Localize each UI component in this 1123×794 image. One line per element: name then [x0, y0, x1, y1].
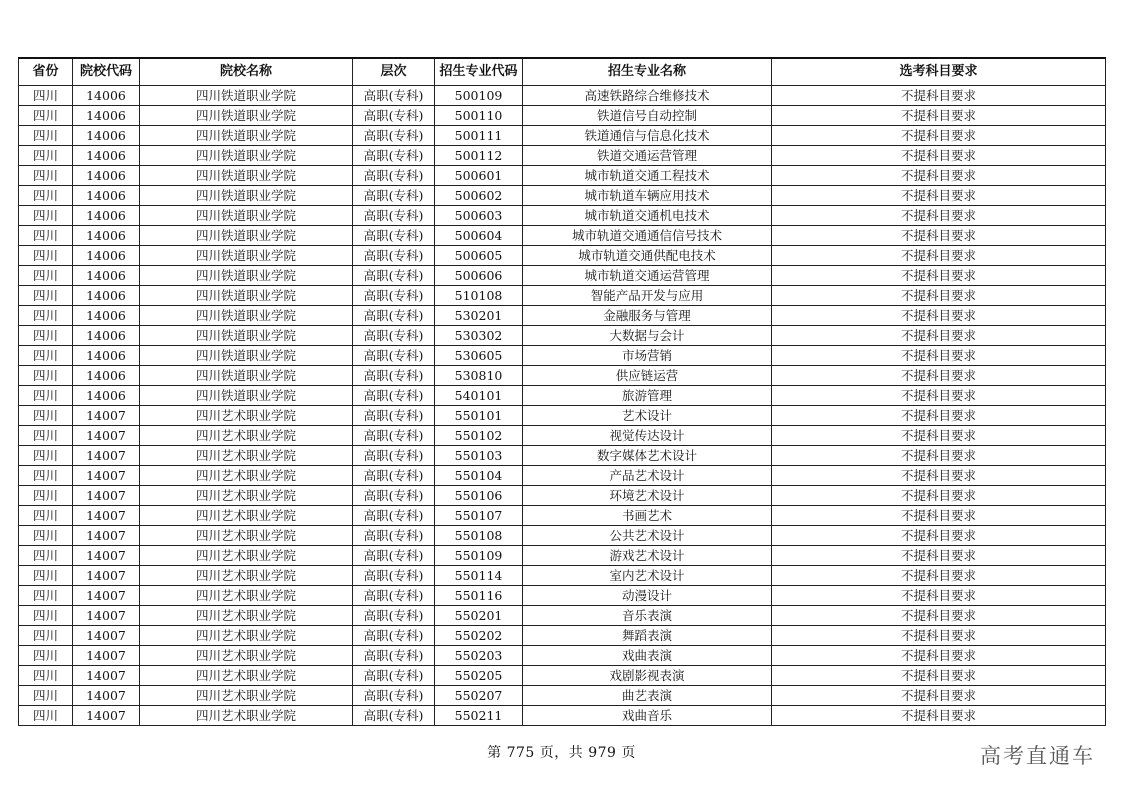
cell-province: 四川	[19, 186, 73, 206]
cell-major-name: 旅游管理	[523, 386, 772, 406]
cell-level: 高职(专科)	[353, 566, 435, 586]
cell-major-code: 500110	[435, 106, 523, 126]
cell-subject-requirement: 不提科目要求	[772, 166, 1106, 186]
cell-school-name: 四川艺术职业学院	[140, 526, 353, 546]
cell-subject-requirement: 不提科目要求	[772, 606, 1106, 626]
cell-province: 四川	[19, 286, 73, 306]
cell-major-code: 550211	[435, 706, 523, 726]
table-row	[19, 606, 1106, 626]
cell-subject-requirement: 不提科目要求	[772, 506, 1106, 526]
table-row	[19, 306, 1106, 326]
cell-school-code: 14006	[73, 346, 140, 366]
cell-major-name: 艺术设计	[523, 406, 772, 426]
table-row	[19, 326, 1106, 346]
column-header-subject-requirement: 选考科目要求	[772, 58, 1106, 86]
cell-major-code: 550205	[435, 666, 523, 686]
cell-level: 高职(专科)	[353, 606, 435, 626]
table-row	[19, 666, 1106, 686]
cell-major-code: 550106	[435, 486, 523, 506]
cell-school-code: 14006	[73, 186, 140, 206]
cell-school-code: 14006	[73, 86, 140, 106]
cell-school-code: 14006	[73, 246, 140, 266]
table-row	[19, 646, 1106, 666]
cell-school-name: 四川铁道职业学院	[140, 226, 353, 246]
table-row	[19, 466, 1106, 486]
cell-major-name: 供应链运营	[523, 366, 772, 386]
cell-level: 高职(专科)	[353, 266, 435, 286]
cell-major-code: 550201	[435, 606, 523, 626]
cell-subject-requirement: 不提科目要求	[772, 106, 1106, 126]
cell-level: 高职(专科)	[353, 86, 435, 106]
cell-subject-requirement: 不提科目要求	[772, 466, 1106, 486]
cell-province: 四川	[19, 406, 73, 426]
table-row	[19, 546, 1106, 566]
cell-school-code: 14007	[73, 446, 140, 466]
cell-major-name: 视觉传达设计	[523, 426, 772, 446]
cell-school-code: 14006	[73, 306, 140, 326]
cell-school-name: 四川艺术职业学院	[140, 566, 353, 586]
cell-level: 高职(专科)	[353, 526, 435, 546]
cell-school-name: 四川艺术职业学院	[140, 666, 353, 686]
cell-level: 高职(专科)	[353, 646, 435, 666]
cell-subject-requirement: 不提科目要求	[772, 686, 1106, 706]
cell-school-name: 四川艺术职业学院	[140, 706, 353, 726]
cell-province: 四川	[19, 426, 73, 446]
cell-school-name: 四川艺术职业学院	[140, 626, 353, 646]
cell-subject-requirement: 不提科目要求	[772, 226, 1106, 246]
cell-province: 四川	[19, 586, 73, 606]
cell-province: 四川	[19, 246, 73, 266]
table-row	[19, 446, 1106, 466]
table-header-row	[19, 58, 1106, 86]
cell-school-name: 四川艺术职业学院	[140, 486, 353, 506]
cell-school-name: 四川艺术职业学院	[140, 426, 353, 446]
table-row	[19, 86, 1106, 106]
table-row	[19, 146, 1106, 166]
cell-subject-requirement: 不提科目要求	[772, 306, 1106, 326]
cell-school-code: 14006	[73, 206, 140, 226]
cell-school-name: 四川艺术职业学院	[140, 546, 353, 566]
cell-level: 高职(专科)	[353, 466, 435, 486]
cell-school-code: 14007	[73, 486, 140, 506]
column-header-school-name: 院校名称	[140, 58, 353, 86]
cell-subject-requirement: 不提科目要求	[772, 526, 1106, 546]
table-row	[19, 126, 1106, 146]
cell-school-code: 14007	[73, 606, 140, 626]
cell-major-name: 室内艺术设计	[523, 566, 772, 586]
cell-subject-requirement: 不提科目要求	[772, 566, 1106, 586]
cell-major-name: 城市轨道交通机电技术	[523, 206, 772, 226]
cell-major-name: 戏曲表演	[523, 646, 772, 666]
table-row	[19, 206, 1106, 226]
table-row	[19, 426, 1106, 446]
cell-school-name: 四川铁道职业学院	[140, 386, 353, 406]
page-number: 第 775 页，共 979 页	[487, 745, 636, 761]
cell-major-code: 550203	[435, 646, 523, 666]
cell-school-code: 14006	[73, 286, 140, 306]
table-row	[19, 166, 1106, 186]
cell-major-name: 环境艺术设计	[523, 486, 772, 506]
table-row	[19, 286, 1106, 306]
cell-school-name: 四川铁道职业学院	[140, 166, 353, 186]
cell-school-code: 14007	[73, 466, 140, 486]
cell-province: 四川	[19, 566, 73, 586]
cell-level: 高职(专科)	[353, 146, 435, 166]
cell-school-name: 四川艺术职业学院	[140, 506, 353, 526]
cell-major-name: 铁道通信与信息化技术	[523, 126, 772, 146]
cell-major-code: 550202	[435, 626, 523, 646]
cell-subject-requirement: 不提科目要求	[772, 586, 1106, 606]
cell-subject-requirement: 不提科目要求	[772, 486, 1106, 506]
cell-level: 高职(专科)	[353, 186, 435, 206]
table-row	[19, 586, 1106, 606]
cell-subject-requirement: 不提科目要求	[772, 646, 1106, 666]
table-body	[19, 86, 1106, 726]
cell-major-code: 550101	[435, 406, 523, 426]
column-header-major-name: 招生专业名称	[523, 58, 772, 86]
column-header-level: 层次	[353, 58, 435, 86]
cell-province: 四川	[19, 386, 73, 406]
cell-level: 高职(专科)	[353, 346, 435, 366]
cell-major-name: 智能产品开发与应用	[523, 286, 772, 306]
cell-school-code: 14007	[73, 426, 140, 446]
cell-level: 高职(专科)	[353, 386, 435, 406]
cell-major-code: 540101	[435, 386, 523, 406]
cell-major-name: 城市轨道交通供配电技术	[523, 246, 772, 266]
cell-major-code: 500603	[435, 206, 523, 226]
cell-subject-requirement: 不提科目要求	[772, 366, 1106, 386]
watermark-logo: 高考直通车	[980, 744, 1095, 768]
cell-level: 高职(专科)	[353, 166, 435, 186]
cell-school-name: 四川铁道职业学院	[140, 246, 353, 266]
cell-school-name: 四川艺术职业学院	[140, 466, 353, 486]
cell-subject-requirement: 不提科目要求	[772, 86, 1106, 106]
column-header-major-code: 招生专业代码	[435, 58, 523, 86]
cell-province: 四川	[19, 486, 73, 506]
cell-major-code: 500601	[435, 166, 523, 186]
cell-province: 四川	[19, 706, 73, 726]
cell-school-name: 四川艺术职业学院	[140, 646, 353, 666]
cell-level: 高职(专科)	[353, 626, 435, 646]
cell-subject-requirement: 不提科目要求	[772, 406, 1106, 426]
cell-school-code: 14006	[73, 106, 140, 126]
cell-school-name: 四川铁道职业学院	[140, 146, 353, 166]
cell-school-code: 14007	[73, 526, 140, 546]
cell-province: 四川	[19, 146, 73, 166]
cell-subject-requirement: 不提科目要求	[772, 286, 1106, 306]
cell-school-name: 四川铁道职业学院	[140, 206, 353, 226]
cell-province: 四川	[19, 86, 73, 106]
cell-province: 四川	[19, 266, 73, 286]
cell-major-code: 550108	[435, 526, 523, 546]
cell-level: 高职(专科)	[353, 546, 435, 566]
cell-level: 高职(专科)	[353, 306, 435, 326]
cell-school-name: 四川铁道职业学院	[140, 286, 353, 306]
table-row	[19, 626, 1106, 646]
cell-school-code: 14006	[73, 126, 140, 146]
cell-level: 高职(专科)	[353, 246, 435, 266]
cell-subject-requirement: 不提科目要求	[772, 546, 1106, 566]
cell-province: 四川	[19, 666, 73, 686]
cell-major-name: 戏剧影视表演	[523, 666, 772, 686]
cell-subject-requirement: 不提科目要求	[772, 266, 1106, 286]
cell-province: 四川	[19, 306, 73, 326]
cell-school-name: 四川铁道职业学院	[140, 106, 353, 126]
cell-school-name: 四川铁道职业学院	[140, 326, 353, 346]
cell-subject-requirement: 不提科目要求	[772, 626, 1106, 646]
cell-school-name: 四川铁道职业学院	[140, 186, 353, 206]
cell-school-code: 14006	[73, 366, 140, 386]
cell-major-name: 数字媒体艺术设计	[523, 446, 772, 466]
cell-subject-requirement: 不提科目要求	[772, 446, 1106, 466]
cell-level: 高职(专科)	[353, 326, 435, 346]
table-row	[19, 386, 1106, 406]
table-row	[19, 246, 1106, 266]
cell-major-name: 戏曲音乐	[523, 706, 772, 726]
enrollment-table	[18, 57, 1106, 726]
cell-school-code: 14006	[73, 226, 140, 246]
cell-level: 高职(专科)	[353, 126, 435, 146]
cell-major-name: 音乐表演	[523, 606, 772, 626]
cell-major-name: 曲艺表演	[523, 686, 772, 706]
cell-major-code: 550207	[435, 686, 523, 706]
cell-school-code: 14007	[73, 706, 140, 726]
cell-level: 高职(专科)	[353, 226, 435, 246]
cell-province: 四川	[19, 126, 73, 146]
table-row	[19, 526, 1106, 546]
cell-province: 四川	[19, 226, 73, 246]
cell-school-code: 14007	[73, 586, 140, 606]
cell-school-code: 14007	[73, 546, 140, 566]
cell-major-code: 550114	[435, 566, 523, 586]
table-row	[19, 506, 1106, 526]
cell-major-name: 公共艺术设计	[523, 526, 772, 546]
cell-school-name: 四川艺术职业学院	[140, 406, 353, 426]
cell-subject-requirement: 不提科目要求	[772, 426, 1106, 446]
cell-major-name: 铁道交通运营管理	[523, 146, 772, 166]
cell-subject-requirement: 不提科目要求	[772, 346, 1106, 366]
cell-province: 四川	[19, 106, 73, 126]
cell-school-name: 四川铁道职业学院	[140, 126, 353, 146]
cell-major-name: 城市轨道车辆应用技术	[523, 186, 772, 206]
table-row	[19, 706, 1106, 726]
cell-province: 四川	[19, 366, 73, 386]
table-row	[19, 566, 1106, 586]
table-row	[19, 406, 1106, 426]
cell-school-code: 14006	[73, 386, 140, 406]
cell-school-code: 14007	[73, 666, 140, 686]
cell-province: 四川	[19, 206, 73, 226]
cell-level: 高职(专科)	[353, 506, 435, 526]
cell-major-name: 游戏艺术设计	[523, 546, 772, 566]
cell-province: 四川	[19, 686, 73, 706]
cell-province: 四川	[19, 166, 73, 186]
cell-major-name: 产品艺术设计	[523, 466, 772, 486]
cell-subject-requirement: 不提科目要求	[772, 326, 1106, 346]
cell-major-name: 城市轨道交通通信信号技术	[523, 226, 772, 246]
cell-major-code: 500606	[435, 266, 523, 286]
cell-major-name: 铁道信号自动控制	[523, 106, 772, 126]
cell-province: 四川	[19, 626, 73, 646]
cell-major-name: 市场营销	[523, 346, 772, 366]
cell-subject-requirement: 不提科目要求	[772, 126, 1106, 146]
cell-major-name: 书画艺术	[523, 506, 772, 526]
cell-major-code: 530302	[435, 326, 523, 346]
cell-school-name: 四川铁道职业学院	[140, 86, 353, 106]
cell-province: 四川	[19, 606, 73, 626]
cell-subject-requirement: 不提科目要求	[772, 246, 1106, 266]
cell-school-code: 14007	[73, 566, 140, 586]
cell-major-name: 大数据与会计	[523, 326, 772, 346]
cell-level: 高职(专科)	[353, 406, 435, 426]
table-row	[19, 686, 1106, 706]
cell-major-code: 550116	[435, 586, 523, 606]
cell-school-code: 14006	[73, 146, 140, 166]
cell-major-code: 500602	[435, 186, 523, 206]
cell-major-code: 500109	[435, 86, 523, 106]
cell-school-code: 14007	[73, 506, 140, 526]
table-row	[19, 226, 1106, 246]
cell-major-code: 550104	[435, 466, 523, 486]
cell-level: 高职(专科)	[353, 686, 435, 706]
cell-major-code: 500605	[435, 246, 523, 266]
cell-level: 高职(专科)	[353, 206, 435, 226]
cell-school-name: 四川铁道职业学院	[140, 266, 353, 286]
cell-major-name: 城市轨道交通工程技术	[523, 166, 772, 186]
cell-school-code: 14007	[73, 686, 140, 706]
cell-major-name: 舞蹈表演	[523, 626, 772, 646]
cell-major-code: 510108	[435, 286, 523, 306]
cell-school-name: 四川铁道职业学院	[140, 346, 353, 366]
cell-province: 四川	[19, 646, 73, 666]
cell-province: 四川	[19, 326, 73, 346]
cell-province: 四川	[19, 466, 73, 486]
cell-major-name: 高速铁路综合维修技术	[523, 86, 772, 106]
cell-major-code: 550102	[435, 426, 523, 446]
cell-major-name: 动漫设计	[523, 586, 772, 606]
cell-major-code: 530810	[435, 366, 523, 386]
cell-major-code: 500112	[435, 146, 523, 166]
column-header-school-code: 院校代码	[73, 58, 140, 86]
cell-level: 高职(专科)	[353, 486, 435, 506]
cell-school-code: 14006	[73, 266, 140, 286]
cell-subject-requirement: 不提科目要求	[772, 186, 1106, 206]
cell-school-name: 四川艺术职业学院	[140, 606, 353, 626]
cell-school-name: 四川艺术职业学院	[140, 586, 353, 606]
table-row	[19, 346, 1106, 366]
table-row	[19, 366, 1106, 386]
cell-major-code: 550107	[435, 506, 523, 526]
cell-province: 四川	[19, 446, 73, 466]
cell-school-name: 四川铁道职业学院	[140, 306, 353, 326]
cell-province: 四川	[19, 546, 73, 566]
cell-major-code: 530201	[435, 306, 523, 326]
cell-school-code: 14006	[73, 166, 140, 186]
cell-subject-requirement: 不提科目要求	[772, 666, 1106, 686]
cell-school-name: 四川铁道职业学院	[140, 366, 353, 386]
cell-major-code: 550109	[435, 546, 523, 566]
cell-level: 高职(专科)	[353, 586, 435, 606]
column-header-province: 省份	[19, 58, 73, 86]
cell-level: 高职(专科)	[353, 106, 435, 126]
cell-level: 高职(专科)	[353, 446, 435, 466]
cell-school-name: 四川艺术职业学院	[140, 686, 353, 706]
cell-subject-requirement: 不提科目要求	[772, 386, 1106, 406]
cell-major-code: 500604	[435, 226, 523, 246]
cell-school-name: 四川艺术职业学院	[140, 446, 353, 466]
cell-school-code: 14007	[73, 646, 140, 666]
cell-subject-requirement: 不提科目要求	[772, 706, 1106, 726]
cell-major-code: 530605	[435, 346, 523, 366]
cell-major-name: 金融服务与管理	[523, 306, 772, 326]
cell-province: 四川	[19, 506, 73, 526]
cell-major-code: 500111	[435, 126, 523, 146]
cell-level: 高职(专科)	[353, 666, 435, 686]
cell-level: 高职(专科)	[353, 426, 435, 446]
cell-subject-requirement: 不提科目要求	[772, 206, 1106, 226]
cell-province: 四川	[19, 526, 73, 546]
cell-subject-requirement: 不提科目要求	[772, 146, 1106, 166]
cell-school-code: 14006	[73, 326, 140, 346]
cell-school-code: 14007	[73, 406, 140, 426]
table-row	[19, 266, 1106, 286]
cell-level: 高职(专科)	[353, 286, 435, 306]
cell-major-name: 城市轨道交通运营管理	[523, 266, 772, 286]
cell-school-code: 14007	[73, 626, 140, 646]
cell-level: 高职(专科)	[353, 366, 435, 386]
table-row	[19, 186, 1106, 206]
cell-level: 高职(专科)	[353, 706, 435, 726]
cell-province: 四川	[19, 346, 73, 366]
table-row	[19, 106, 1106, 126]
cell-major-code: 550103	[435, 446, 523, 466]
table-row	[19, 486, 1106, 506]
